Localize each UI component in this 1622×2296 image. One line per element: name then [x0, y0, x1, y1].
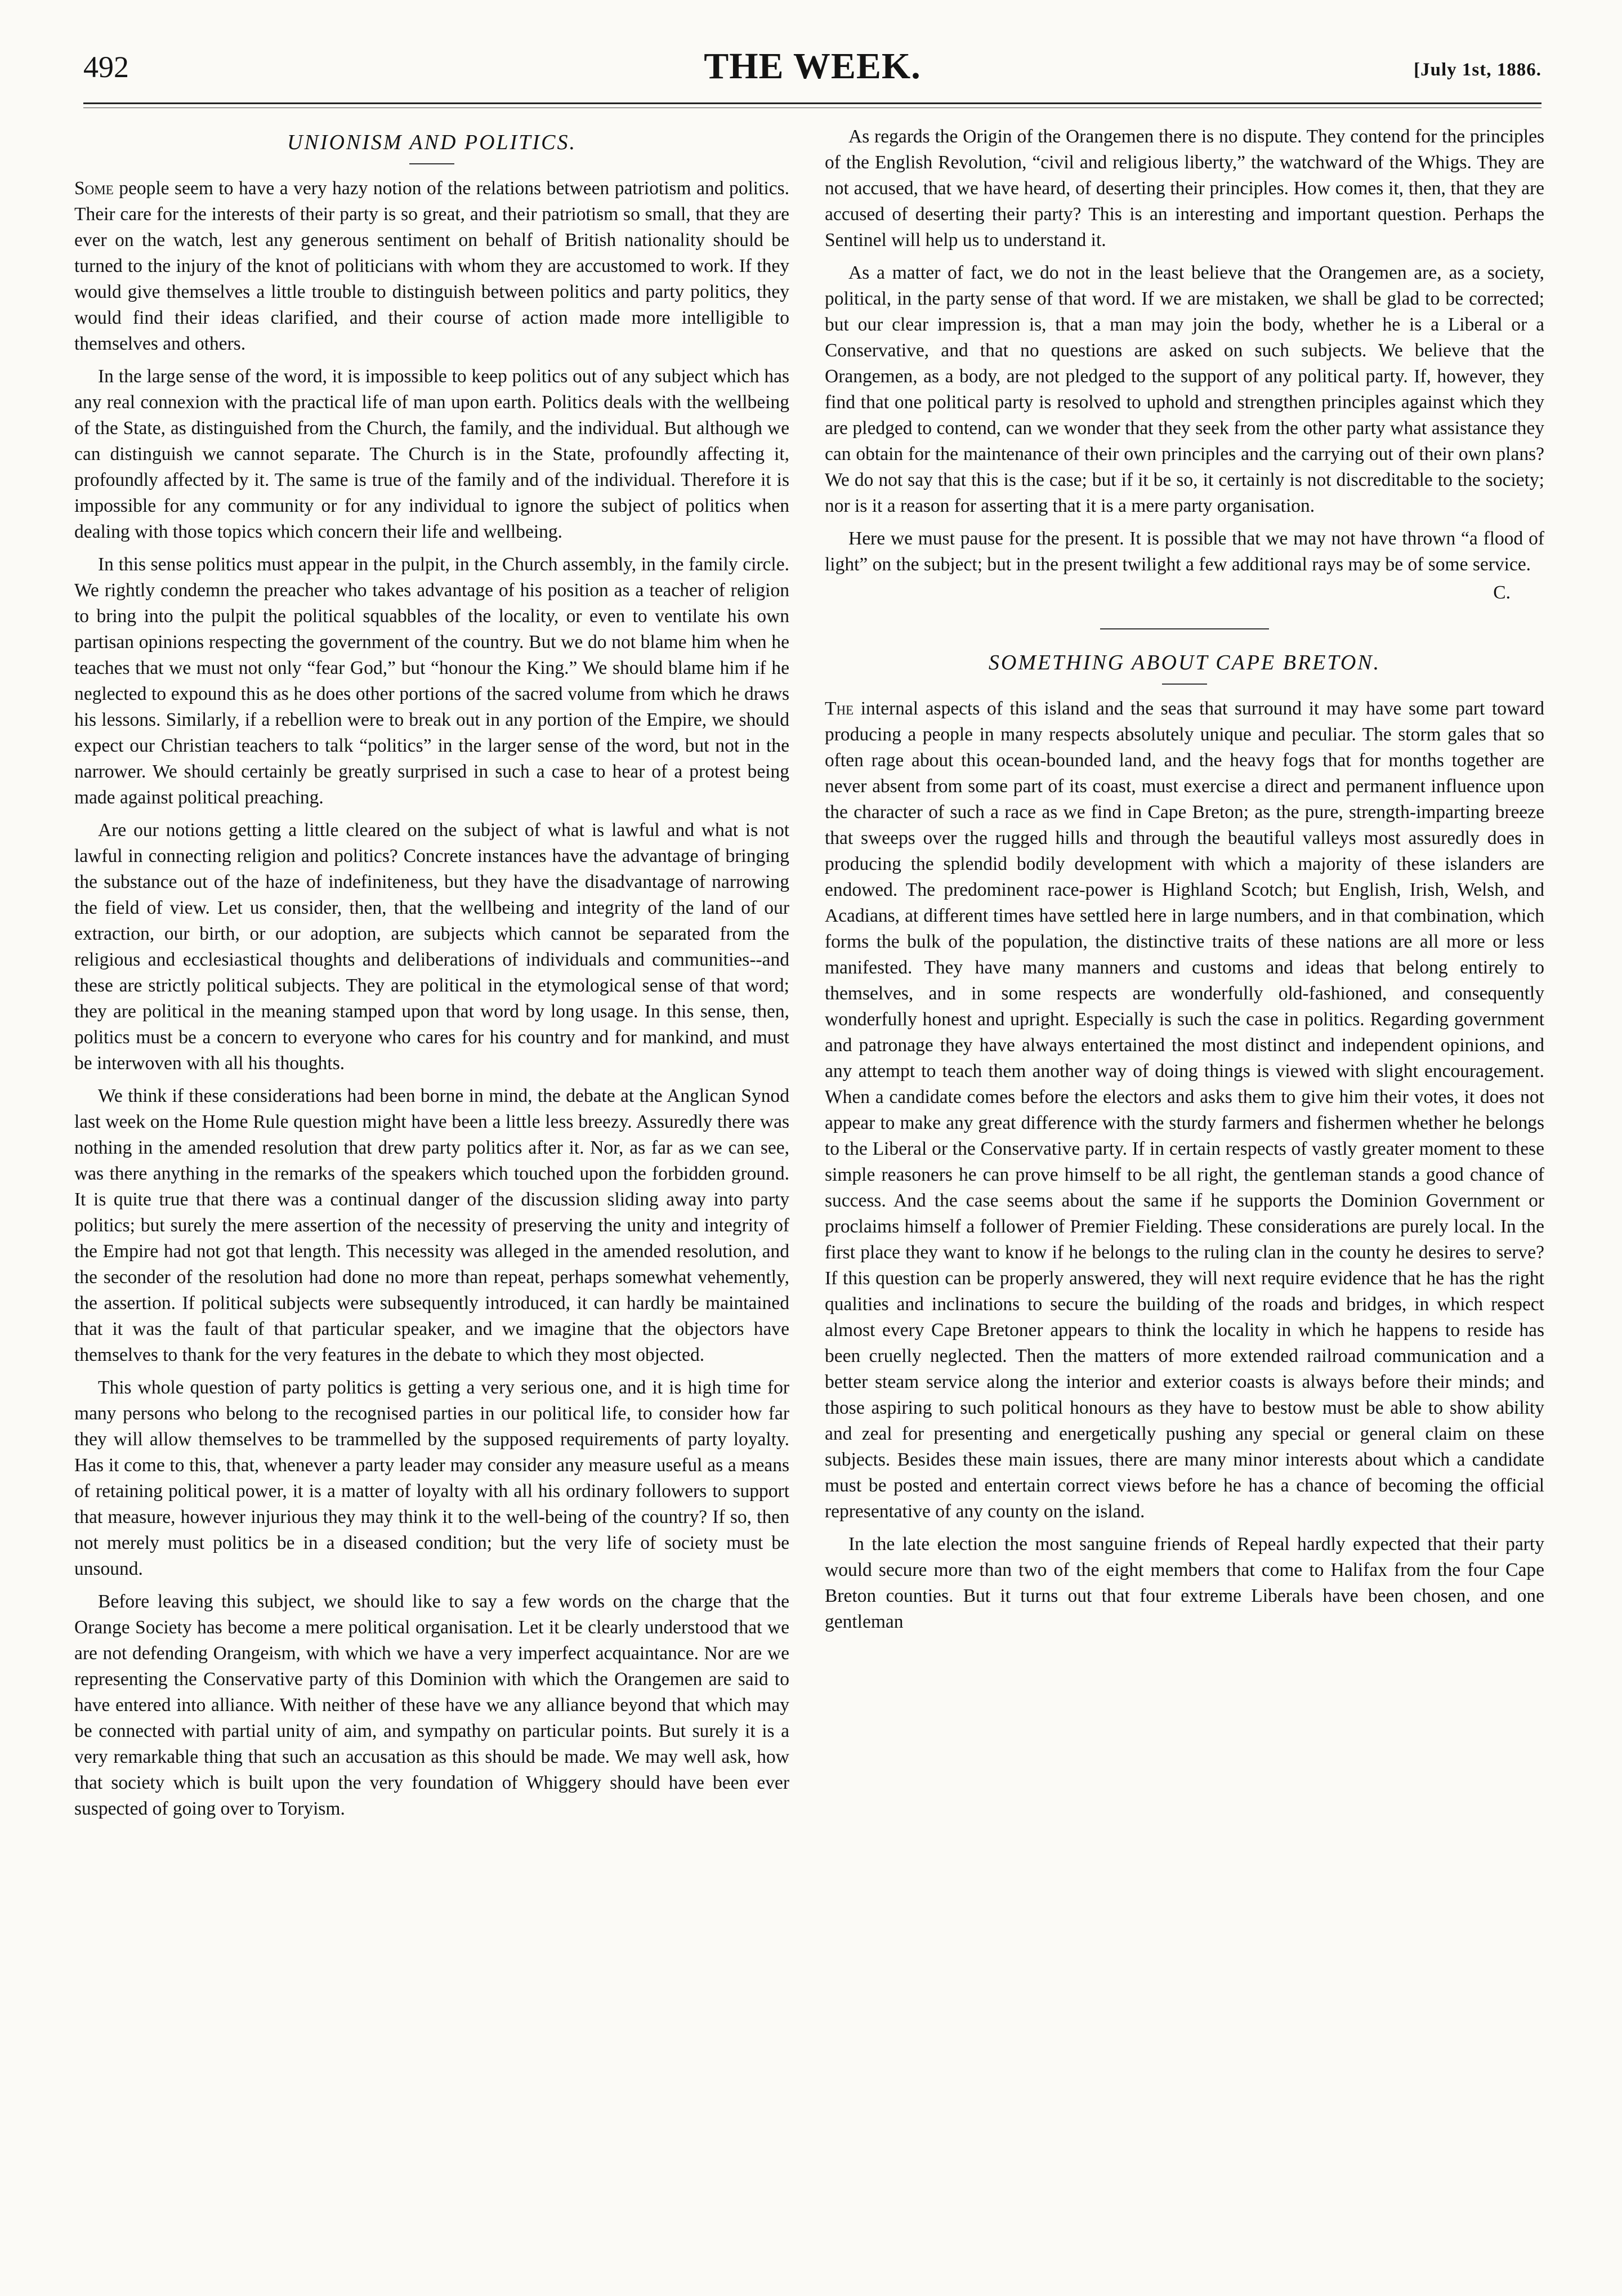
- paragraph: In the late election the most sanguine friends of Repeal hardly expected that their party would secure more than two of the eight members that come to Halifax from the four Cape Breton counties. But it turns out that four extreme Liberals have been chosen, and one gentleman: [825, 1534, 1544, 1632]
- journal-title: THE WEEK.: [704, 46, 921, 87]
- title-rule: [1162, 684, 1207, 685]
- paragraph-text: internal aspects of this island and the seas that surround it may have some part toward producing a people in many respects absolutely unique and peculiar. The storm gales that so often rage about this ocean-bounded land, and the heavy fogs that for months together are never absent from some part of its coast, must exercise a direct and permanent influence upon the character of such a race as we find in Cape Breton; as the pure, strength-imparting breeze that sweeps over the rugged hills and through the beautiful valleys most assuredly does in producing the splendid bodily development with which a majority of these islanders are endowed. The predominent race-power is Highland Scotch; but English, Irish, Welsh, and Acadians, at different times have settled here in large numbers, and in that combination, which forms the bulk of the population, the distinctive traits of these nations are all more or less manifested. They have many manners and customs and ideas that belong entirely to themselves, and in some respects are wonderfully old-fashioned, and consequently wonderfully honest and upright. Especially is such the case in politics. Regarding government and patronage they have always entertained the most distinct and independent opinions, and any attempt to teach them another way of doing things is viewed with slight encouragement. When a candidate comes before the electors and asks them to give him their votes, it does not appear to make any great difference with the sturdy farmers and fishermen whether he belongs to the Liberal or the Conservative party. If in certain respects of vastly greater moment to these simple reasoners he can prove himself to be all right, the gentleman stands a good chance of success. And the case seems about the same if he supports the Dominion Government or proclaims himself a follower of Premier Fielding. These considerations are purely local. In the first place they want to know if he belongs to the ruling clan in the county he desires to serve? If this question can be properly answered, they will next require evidence that he has the right qualities and inclinations to secure the building of the roads and bridges, in which respect almost every Cape Bretoner appears to think the locality in which he happens to reside has been cruelly neglected. Then the matters of more extended railroad communication and a better steam service along the interior and exterior coasts is always before their minds; and those aspiring to such political honours as they have to bestow must be able to show ability and zeal for presenting and energetically pushing any special or general claim on these subjects. Besides these main issues, there are many minor interests about which a candidate must be posted and entertain correct views before he has a chance of becoming the official representative of any county on the island.: [825, 698, 1544, 1522]
- issue-date: [July 1st, 1886.: [1414, 60, 1541, 80]
- paragraph: [74, 176, 789, 357]
- paragraph: Are our notions getting a little cleared on the subject of what is lawful and what is not lawful in connecting religion and politics? Concrete instances have the advantage of bringing the substance out of the haze of indefiniteness, but they have the disadvantage of narrowing the field of view. Let us consider, then, that the wellbeing and integrity of the land of our extraction, our birth, or our adoption, are subjects which cannot be separated from the religious and ecclesiastical thoughts and deliberations of individuals and communities--and these are strictly political subjects. They are political in the etymological sense of that word; they are political in the meaning stamped upon that word by long usage. In this sense, then, politics must be a concern to everyone who cares for his country and for mankind, and must be interwoven with all his thoughts.: [74, 820, 789, 1074]
- article-title: SOMETHING ABOUT CAPE BRETON.: [988, 651, 1381, 674]
- paragraph: In the large sense of the word, it is impossible to keep politics out of any subject which has any real connexion with the practical life of man upon earth. Politics deals with the wellbeing of the State, as distinguished from the Church, the family, and the individual. But although we can distinguish we cannot separate. The Church is in the State, profoundly affecting it, profoundly affected by it. The same is true of the family and of the individual. Therefore it is impossible for any community or for any individual to ignore the subject of politics when dealing with those topics which concern their life and wellbeing.: [74, 366, 789, 542]
- left-column: [74, 124, 789, 2258]
- title-rule: [409, 163, 454, 164]
- paragraph: [825, 696, 1544, 1525]
- paragraph-continued: Before leaving this subject, we should like to say a few words on the charge that the Orange Society has become a mere political organisation. Let it be clearly understood that we are not defending Orangeism, with which we have a very imperfect acquaintance. Nor are we representing the Conservative party of this Dominion with which the Orangemen are said to have entered into alliance. With neither of these have we any alliance beyond that which may be connected with partial unity of aim, and sympathy on particular points. But surely it is a very remarkable thing that such an accusation as this should be made. We may well ask, how that society which is built upon the very foundation of Whiggery should have been ever suspected of going over to Toryism.: [74, 1591, 789, 1819]
- paragraph: In this sense politics must appear in the pulpit, in the Church assembly, in the family circle. We rightly condemn the preacher who takes advantage of his position as a teacher of religion to bring into the pulpit the political squabbles of the locality, or even to ventilate his own partisan opinions respecting the government of the country. But we do not blame him when he teaches that we must not only “fear God,” but “honour the King.” We should blame him if he neglected to expound this as he does other portions of the sacred volume from which he draws his lessons. Similarly, if a rebellion were to break out in any portion of the Empire, we should expect our Christian teachers to talk “politics” in the larger sense of the word, but not in the narrower. We should certainly be greatly surprised in such a case to hear of a protest being made against political preaching.: [74, 554, 789, 808]
- header-rule: [83, 102, 1541, 104]
- drop-word: The: [825, 698, 854, 719]
- paragraph-text: people seem to have a very hazy notion of the relations between patriotism and politics. Their care for the interests of their party is so great, and their patriotism so small, that they are ever on the watch, lest any generous sentiment on behalf of British nationality should be turned to the injury of the knot of politicians with whom they are accustomed to work. If they would give themselves a little trouble to distinguish between politics and party politics, they would find their ideas clarified, and their course of action made more intelligible to themselves and others.: [74, 178, 789, 354]
- page-number: 492: [83, 50, 129, 84]
- article-separator: [1100, 628, 1269, 629]
- paragraph: Here we must pause for the present. It is possible that we may not have thrown “a flood of light” on the subject; but in the present twilight a few additional rays may be of some service.: [825, 528, 1544, 575]
- paragraph: We think if these considerations had been borne in mind, the debate at the Anglican Synod last week on the Home Rule question might have been a little less breezy. Assuredly there was nothing in the amended resolution that drew party politics after it. Nor, as far as we can see, was there anything in the remarks of the speakers which touched upon the forbidden ground. It is quite true that there was a continual danger of the discussion sliding away into party politics; but surely the mere assertion of the necessity of preserving the unity and integrity of the Empire had not got that length. This necessity was alleged in the amended resolution, and the seconder of the resolution had done no more than repeat, perhaps somewhat vehemently, the assertion. If political subjects were subsequently introduced, it can hardly be maintained that it was the fault of that particular speaker, and we imagine that the objectors have themselves to thank for the very features in the debate to which they most objected.: [74, 1086, 789, 1365]
- drop-word: Some: [74, 178, 114, 199]
- paragraph: This whole question of party politics is getting a very serious one, and it is high time for many persons who belong to the recognised parties in our political life, to consider how far they will allow themselves to be trammelled by the supposed requirements of party loyalty. Has it come to this, that, whenever a party leader may consider any measure useful as a means of retaining political power, it is a matter of loyalty with all his ordinary followers to support that measure, however injurious they may think it to the well-being of the country? If so, then not merely must politics be in a diseased condition; but the very life of society must be unsound.: [74, 1377, 789, 1579]
- paragraph: As a matter of fact, we do not in the least believe that the Orangemen are, as a society, political, in the party sense of that word. If we are mistaken, we shall be glad to be corrected; but our clear impression is, that a man may join the body, whether he is a Liberal or a Conservative, and that no questions are asked on such subjects. We believe that the Orangemen, as a body, are not pledged to the support of any political party. If, however, they find that one political party is resolved to uphold and strengthen principles against which they are pledged to contend, can we wonder that they seek from the other party what assistance they can obtain for the maintenance of their own principles and the carrying out of their own plans? We do not say that this is the case; but if it be so, it certainly is not discreditable to the society; nor is it a reason for asserting that it is a mere party organisation.: [825, 262, 1544, 516]
- article-title: UNIONISM AND POLITICS.: [287, 131, 577, 154]
- page-header: [83, 46, 1541, 95]
- right-column: [825, 124, 1544, 2258]
- author-signature: C.: [1493, 582, 1511, 603]
- paragraph: As regards the Origin of the Orangemen there is no dispute. They contend for the principles of the English Revolution, “civil and religious liberty,” the watchward of the Whigs. They are not accused, that we have heard, of deserting their principles. How comes it, then, that they are accused of deserting their party? This is an interesting and important question. Perhaps the Sentinel will help us to understand it.: [825, 126, 1544, 251]
